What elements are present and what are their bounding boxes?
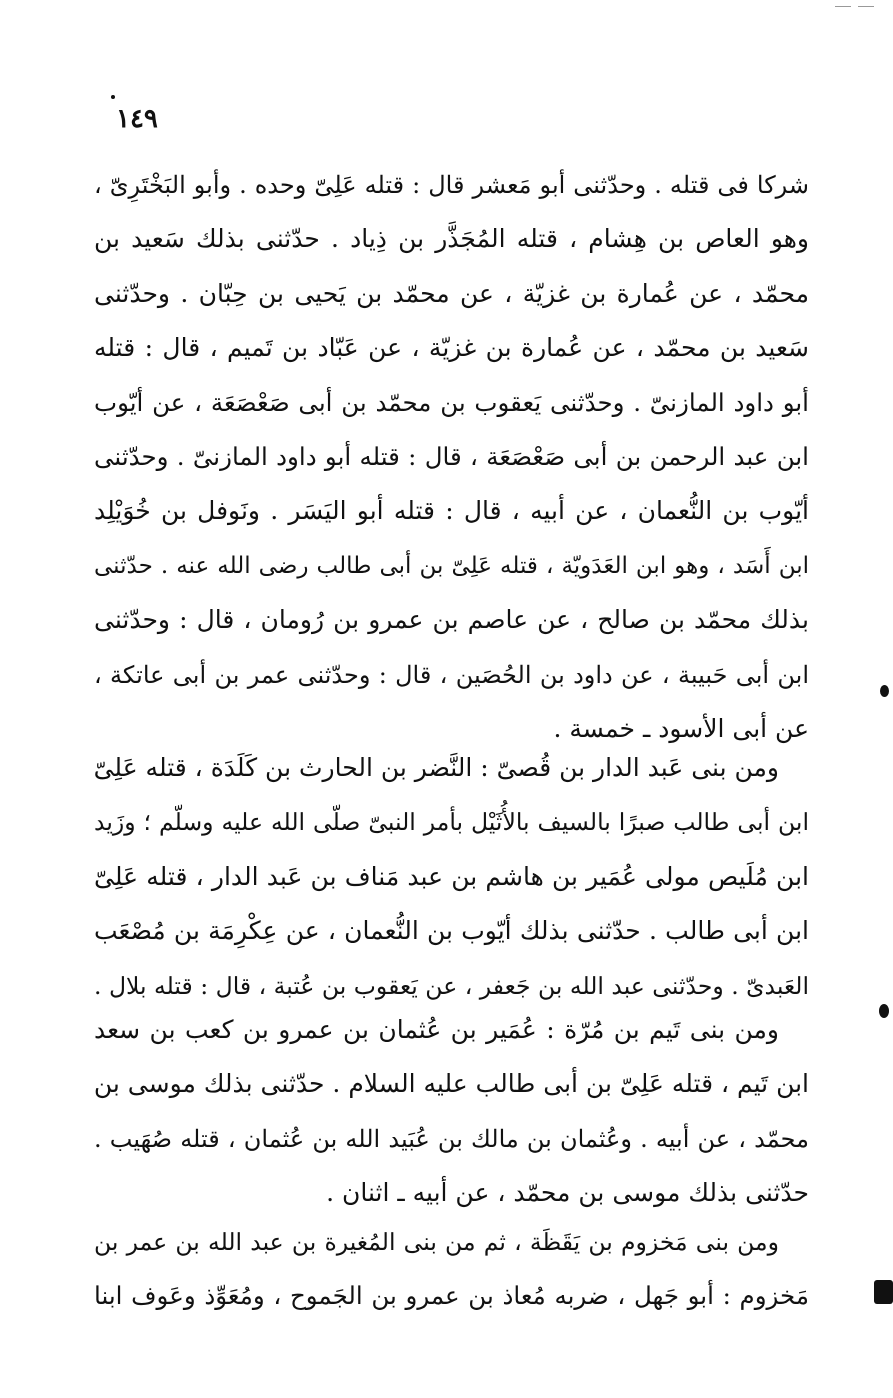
- scan-edge-mark: [835, 6, 851, 7]
- text-line: محمّد ، عن أبيه . وعُثمان بن مالك بن عُبَيد الله بن عُثمان ، قتله صُهَيب .: [94, 1124, 809, 1153]
- scan-speck: [111, 95, 115, 99]
- paragraph-3: [94, 1003, 809, 1221]
- paragraph-2: [94, 741, 809, 1013]
- text-line: وهو العاص بن هِشام ، قتله المُجَذَّر بن ذِياد . حدّثنى بذلك سَعيد بن: [94, 224, 809, 254]
- text-line: ابن أبى طالب . حدّثنى بذلك أيّوب بن النُّعمان ، عن عِكْرِمَة بن مُصْعَب: [94, 916, 809, 946]
- text-line: سَعيد بن محمّد ، عن عُمارة بن غزيّة ، عن عَبّاد بن تَميم ، قال : قتله: [94, 333, 809, 363]
- paragraph-4: [94, 1215, 809, 1324]
- text-line: ومن بنى تَيم بن مُرّة : عُمَير بن عُثمان بن عمرو بن كعب بن سعد: [94, 1015, 779, 1044]
- text-line: أيّوب بن النُّعمان ، عن أبيه ، قال : قتله أبو اليَسَر . ونَوفل بن خُوَيْلِد: [94, 496, 809, 526]
- scan-speck: [880, 685, 889, 697]
- text-line: ومن بنى عَبد الدار بن قُصىّ : النَّضر بن الحارث بن كَلَدَة ، قتله عَلِىّ: [94, 753, 779, 782]
- text-line: ابن أبى حَبيبة ، عن داود بن الحُصَين ، قال : وحدّثنى عمر بن أبى عاتكة ،: [94, 660, 809, 689]
- text-line: مَخزوم : أبو جَهل ، ضربه مُعاذ بن عمرو بن الجَموح ، ومُعَوِّذ وعَوف ابنا: [94, 1281, 809, 1311]
- scan-speck: [874, 1280, 893, 1304]
- text-line: ابن أَسَد ، وهو ابن العَدَويّة ، قتله عَلِىّ بن أبى طالب رضى الله عنه . حدّثنى: [94, 552, 809, 579]
- text-line: ابن أبى طالب صبرًا بالسيف بالأُثَيْل بأمر النبىّ صلّى الله عليه وسلّم ؛ وزَيد: [94, 808, 809, 837]
- text-line: العَبدىّ . وحدّثنى عبد الله بن جَعفر ، عن يَعقوب بن عُتبة ، قال : قتله بلال .: [94, 971, 809, 1000]
- text-line: ابن تَيم ، قتله عَلِىّ بن أبى طالب عليه السلام . حدّثنى بذلك موسى بن: [94, 1069, 809, 1099]
- paragraph-1: [94, 158, 809, 756]
- text-line: عن أبى الأسود ـ خمسة .: [553, 713, 809, 743]
- text-line: أبو داود المازنىّ . وحدّثنى يَعقوب بن محمّد بن أبى صَعْصَعَة ، عن أيّوب: [94, 387, 809, 417]
- text-line: محمّد ، عن عُمارة بن غزيّة ، عن محمّد بن يَحيى بن حِبّان . وحدّثنى: [94, 278, 809, 308]
- text-line: ابن مُلَيص مولى عُمَير بن هاشم بن عبد مَناف بن عَبد الدار ، قتله عَلِىّ: [94, 861, 809, 891]
- text-line: حدّثنى بذلك موسى بن محمّد ، عن أبيه ـ اثنان .: [326, 1178, 809, 1208]
- scan-speck: [879, 1004, 889, 1018]
- scan-edge-mark: [858, 6, 874, 7]
- text-line: بذلك محمّد بن صالح ، عن عاصم بن عمرو بن رُومان ، قال : وحدّثنى: [94, 605, 809, 635]
- text-line: شركا فى قتله . وحدّثنى أبو مَعشر قال : قتله عَلِىّ وحده . وأبو البَخْتَرِىّ ،: [94, 171, 809, 199]
- text-line: ومن بنى مَخزوم بن يَقَظَة ، ثم من بنى المُغيرة بن عبد الله بن عمر بن: [94, 1228, 779, 1256]
- page-number: ١٤٩: [116, 104, 158, 134]
- text-line: ابن عبد الرحمن بن أبى صَعْصَعَة ، قال : قتله أبو داود المازنىّ . وحدّثنى: [94, 441, 809, 471]
